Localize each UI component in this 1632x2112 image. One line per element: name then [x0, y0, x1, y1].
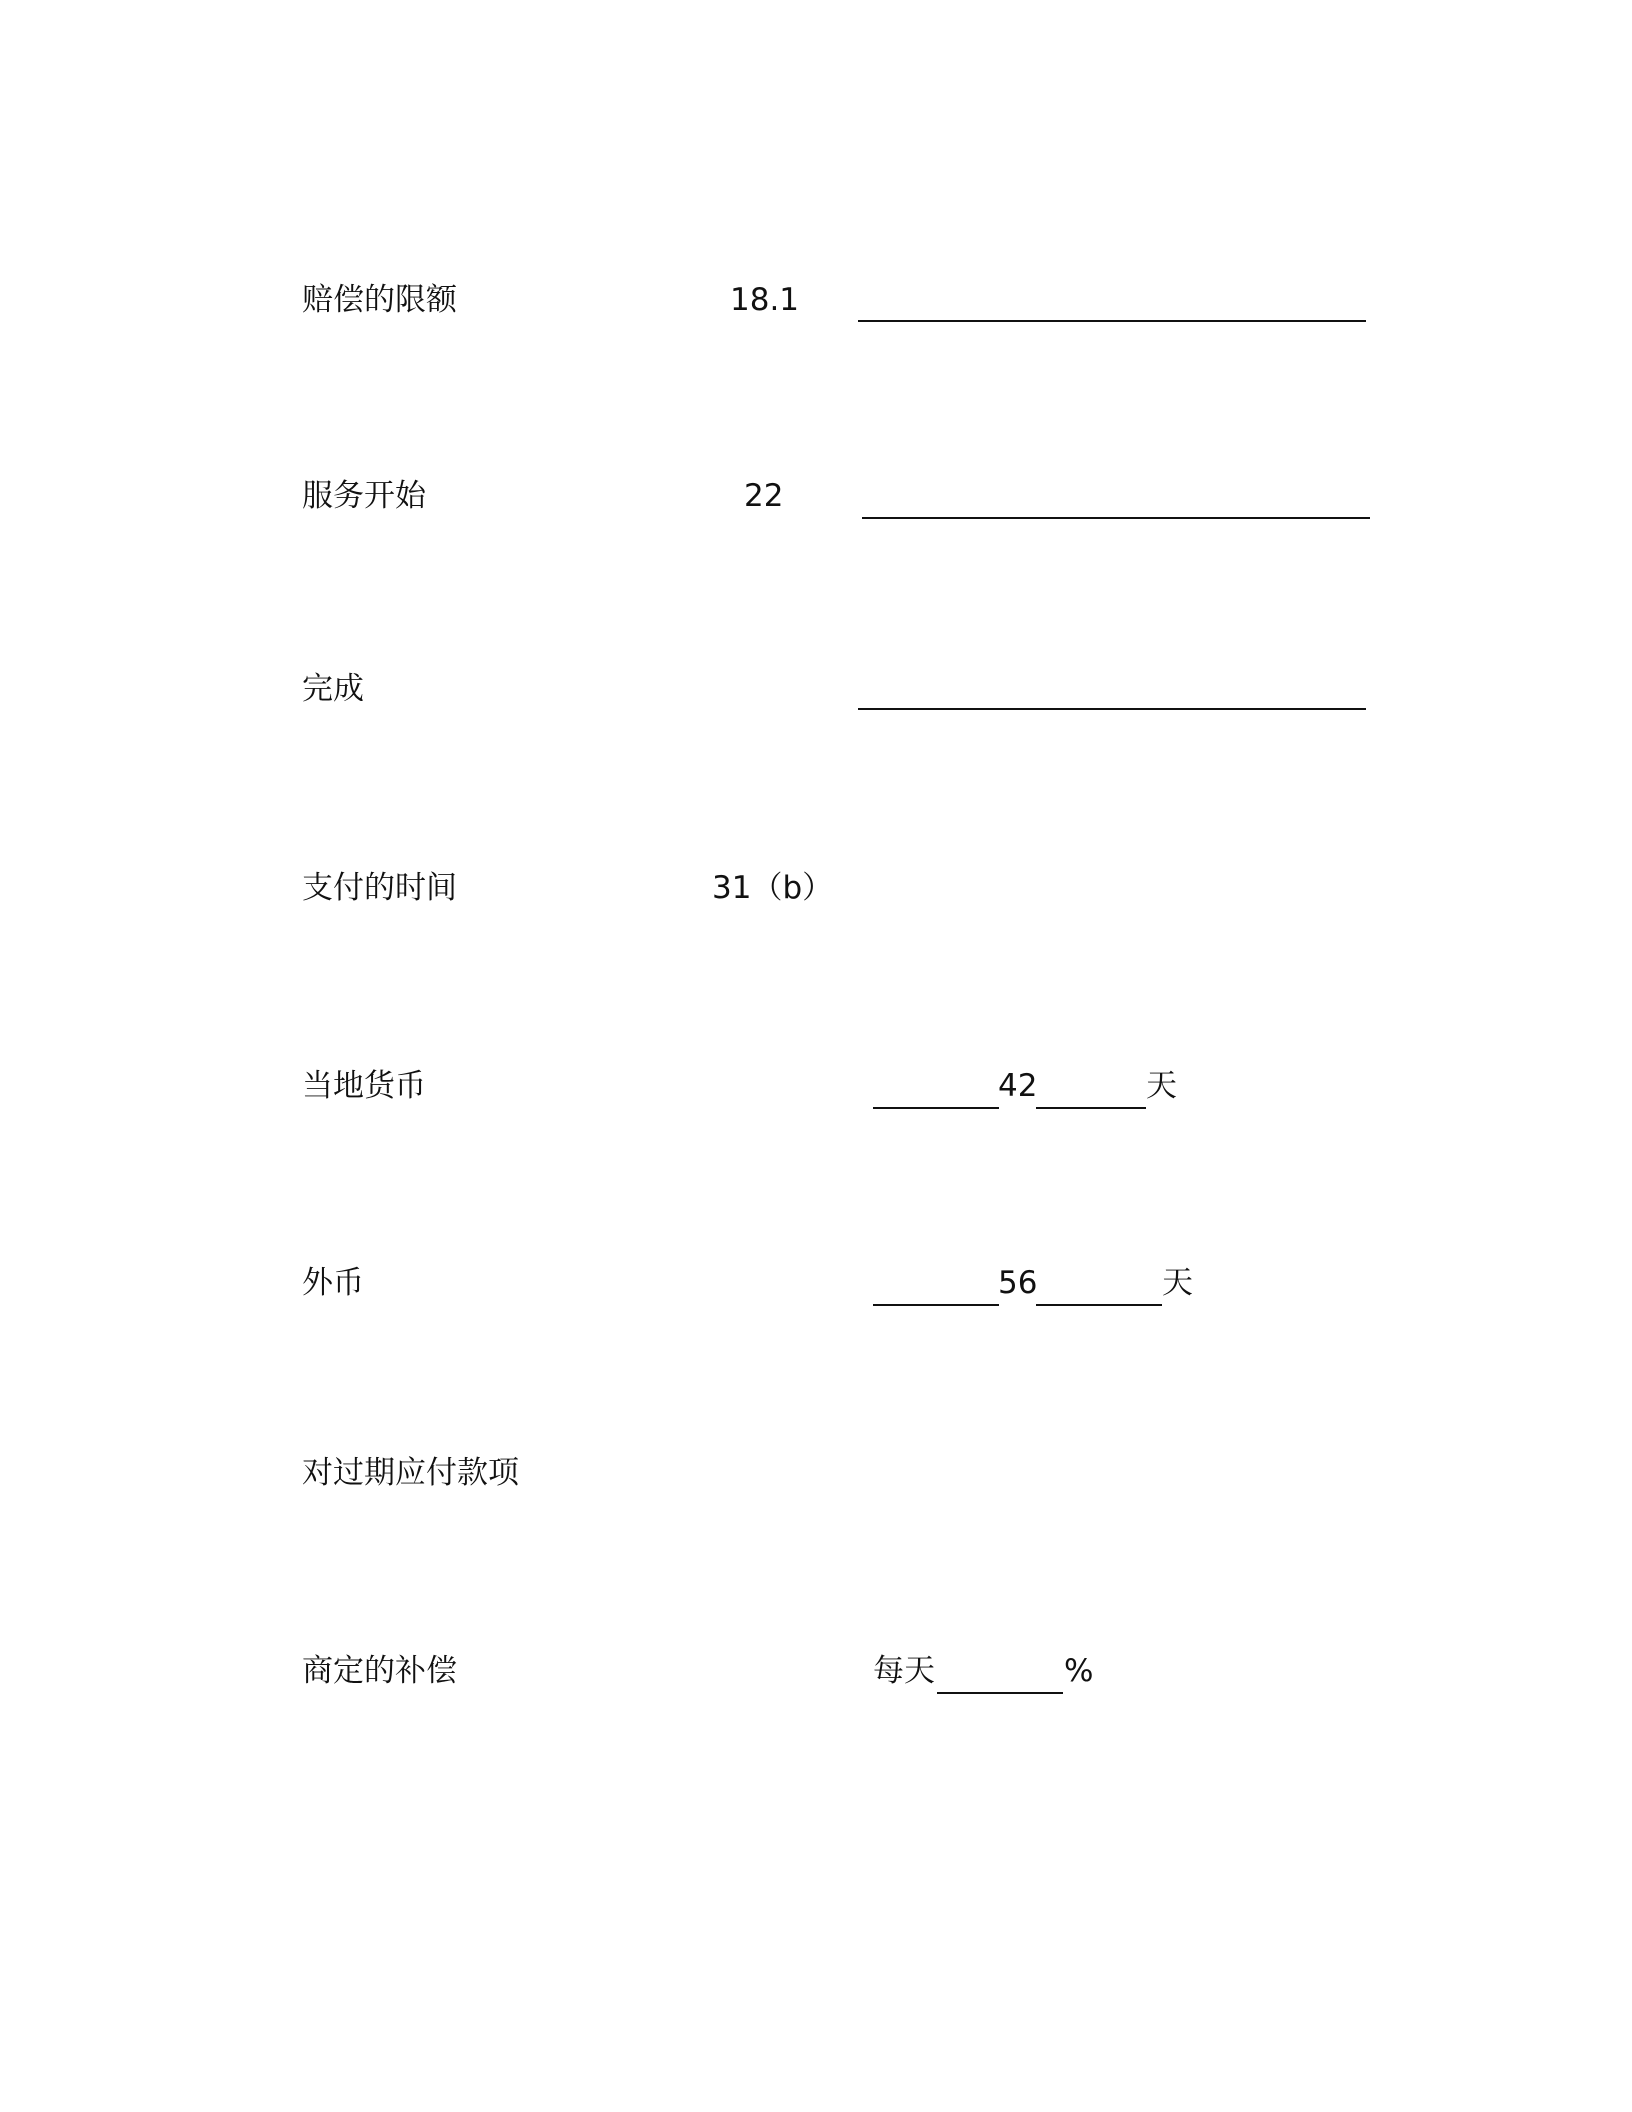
foreign-currency-days-unit: 天 [1162, 1265, 1193, 1301]
fill-in-line-local-currency-left[interactable] [873, 1107, 999, 1109]
fill-in-line-compensation-limit[interactable] [858, 320, 1366, 322]
row-label-agreed-compensation: 商定的补偿 [302, 1653, 457, 1689]
fill-in-line-agreed-compensation[interactable] [937, 1692, 1063, 1694]
agreed-compensation-prefix: 每天 [873, 1653, 935, 1689]
row-label-service-start: 服务开始 [302, 478, 426, 514]
fill-in-line-completion[interactable] [858, 708, 1366, 710]
row-label-overdue-payments: 对过期应付款项 [302, 1455, 519, 1491]
local-currency-days-value: 42 [998, 1068, 1038, 1104]
row-label-foreign-currency: 外币 [302, 1265, 364, 1301]
local-currency-days-unit: 天 [1146, 1068, 1177, 1104]
clause-number-service-start: 22 [744, 478, 784, 514]
fill-in-line-local-currency-right[interactable] [1036, 1107, 1146, 1109]
row-label-compensation-limit: 赔偿的限额 [302, 282, 457, 318]
row-label-completion: 完成 [302, 671, 364, 707]
fill-in-line-foreign-currency-left[interactable] [873, 1304, 999, 1306]
clause-number-payment-time: 31（b） [712, 870, 834, 906]
clause-number-compensation-limit: 18.1 [730, 282, 800, 318]
row-label-local-currency: 当地货币 [302, 1068, 426, 1104]
foreign-currency-days-value: 56 [998, 1265, 1038, 1301]
fill-in-line-service-start[interactable] [862, 517, 1370, 519]
row-label-payment-time: 支付的时间 [302, 870, 457, 906]
agreed-compensation-suffix: % [1064, 1653, 1094, 1689]
fill-in-line-foreign-currency-right[interactable] [1036, 1304, 1162, 1306]
